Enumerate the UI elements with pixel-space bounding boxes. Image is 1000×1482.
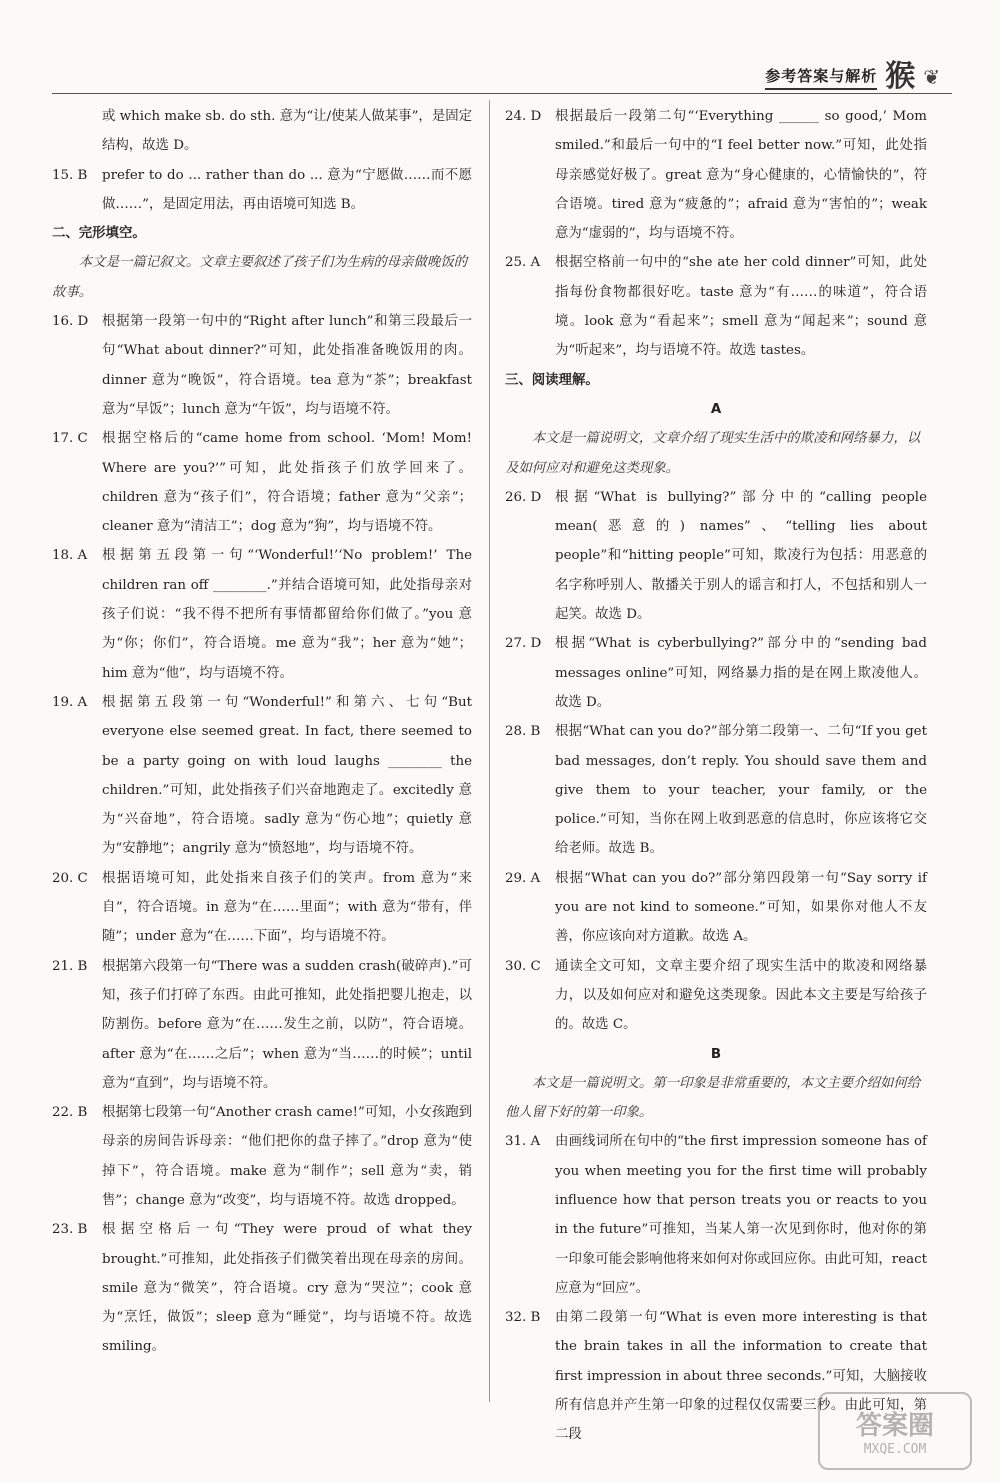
answer-number: 23. B: [52, 1222, 88, 1238]
answer-number: 27. D: [505, 636, 542, 652]
answer-text: 根据“What is bullying?”部分中的“calling people mean(恶意的) names”、“telling lies about people”和“hitting people”可知，欺凌行为包括：用恶意的名字称呼别人、散播关于别人的谣言和打人，不包括和别人一起笑。故选 D。: [555, 489, 927, 623]
answer-text: 根据语境可知，此处指来自孩子们的笑声。from 意为“来自”，符合语境。in 意为“在……里面”；with 意为“带有，伴随”；under 意为“在……下面”，均与语境不符。: [102, 870, 472, 945]
answer-item: [505, 483, 927, 629]
answer-text: 根据第七段第一句“Another crash came!”可知，小女孩跑到母亲的房间告诉母亲：“他们把你的盘子摔了。”drop 意为“使掉下”，符合语境。make 意为“制作”；sell 意为“卖，销售”；change 意为“改变”，均与语境不符。故选 dropped。: [102, 1105, 473, 1208]
answer-text: 根据第五段第一句“Wonderful!”和第六、七句“But everyone else seemed great. In fact, there seemed to be a party going on with loud laughs ________ the children.”可知，此处指孩子们兴奋地跑走了。excitedly 意为“兴奋地”，符合语境。sadly 意为“伤心地”；quietly 意为“安静地”；angrily 意为“愤怒地”，均与语境不符。: [102, 694, 472, 857]
answer-text: 根据最后一段第二句“‘Everything ______ so good,’ Mom smiled.”和最后一句中的“I feel better now.”可知，此处指母亲感觉好极了。great 意为“身心健康的，心情愉快的”，符合语境。tired 意为“疲惫的”；afraid 意为“害怕的”；weak 意为“虚弱的”，均与语境不符。: [555, 109, 927, 242]
answer-number: 15. B: [52, 167, 88, 183]
section-intro: 本文是一篇说明文，文章介绍了现实生活中的欺凌和网络暴力，以及如何应对和避免这类现象。: [505, 431, 921, 476]
answer-text: 根据空格后的“came home from school. ‘Mom! Mom! Where are you?’”可知，此处指孩子们放学回来了。children 意为“孩子们”，符合语境；father 意为“父亲”；cleaner 意为“清洁工”；dog 意为“狗”，均与语境不符。: [102, 431, 472, 535]
answer-text: 根据空格后一句“They were proud of what they brought.”可推知，此处指孩子们微笑着出现在母亲的房间。smile 意为“微笑”，符合语境。cry 意为“哭泣”；cook 意为“烹饪，做饭”；sleep 意为“睡觉”，均与语境不符。故选 smiling。: [102, 1222, 472, 1355]
page-header: [765, 59, 940, 94]
answer-item: [52, 307, 472, 424]
answer-text: 根据第五段第一句“‘Wonderful!’‘No problem!’ The children ran off ________.”并结合语境可知，此处指母亲对孩子们说：“我不得不把所有事情都留给你们做了。”you 意为“你；你们”，符合语境。me 意为“我”；her 意为“她”；him 意为“他”，均与语境不符。: [102, 548, 472, 681]
brand-logo-icon: 猴: [885, 59, 916, 94]
answer-number: 31. A: [505, 1134, 541, 1150]
watermark-title: 答案圈: [855, 1411, 934, 1441]
answer-number: 26. D: [505, 489, 542, 505]
answer-number: 20. C: [52, 870, 88, 886]
answer-item: [505, 952, 927, 1040]
answer-number: 18. A: [52, 548, 88, 564]
answer-item: [52, 1098, 472, 1215]
answer-text: 由第二段第一句“What is even more interesting is that the brain takes in all the information to create that first impression in about three seconds.”可知，大脑接收所有信息并产生第一印象的过程仅仅需要三秒。由此可知，第二段: [555, 1310, 927, 1443]
answer-number: 28. B: [505, 724, 541, 740]
answer-item: [52, 161, 472, 220]
answer-number: 16. D: [52, 314, 89, 330]
watermark-logo: [818, 1392, 972, 1470]
answer-item: [505, 1127, 927, 1303]
answer-number: 30. C: [505, 958, 541, 974]
continuation-text: 或 which make sb. do sth. 意为“让/使某人做某事”，是固定结构，故选 D。: [102, 109, 472, 154]
header-rule: [52, 93, 952, 94]
section-intro: 本文是一篇说明文。第一印象是非常重要的，本文主要介绍如何给他人留下好的第一印象。: [505, 1075, 921, 1121]
answer-item: [52, 424, 472, 541]
answer-item: [52, 864, 472, 952]
answer-text: 由画线词所在句中的“the first impression someone has of you when meeting you for the first time will probably influence how that person treats you or reacts to you in the future”可推知，当某人第一次见到你时，他对你的第一印象可能会影响他将来如何对你或回应你。由此可知，react 应意为“回应”。: [555, 1134, 927, 1296]
answer-number: 32. B: [505, 1310, 541, 1326]
answer-number: 21. B: [52, 958, 88, 974]
answer-text: 根据“What is cyberbullying?”部分中的“sending bad messages online”可知，网络暴力指的是在网上欺凌他人。故选 D。: [555, 636, 927, 710]
section-intro: 本文是一篇记叙文。文章主要叙述了孩子们为生病的母亲做晚饭的故事。: [52, 255, 468, 300]
answer-text: 根据第一段第一句中的“Right after lunch”和第三段最后一句“What about dinner?”可知，此处指准备晚饭用的肉。dinner 意为“晚饭”，符合语境。tea 意为“茶”；breakfast 意为“早饭”；lunch 意为“午饭”，均与语境不符。: [102, 314, 472, 417]
column-divider: [489, 100, 490, 1402]
answer-item: [52, 541, 472, 687]
section-heading: 二、完形填空。: [52, 226, 146, 242]
watermark-url: MXQE.COM: [863, 1442, 927, 1457]
left-column: [52, 102, 472, 1422]
answer-text: 根据第六段第一句“There was a sudden crash(破碎声).”可知，孩子们打碎了东西。由此可推知，此处指把婴儿抱走，以防割伤。before 意为“在……发生之前，以防”，符合语境。after 意为“在……之后”；when 意为“当……的时候”；until 意为“直到”，均与语境不符。: [102, 958, 472, 1091]
answer-item: [505, 717, 927, 863]
answer-number: 19. A: [52, 694, 88, 710]
answer-number: 24. D: [505, 109, 542, 124]
answer-item: [505, 102, 927, 248]
answer-item: [505, 629, 927, 717]
answer-number: 25. A: [505, 255, 541, 271]
answer-text: 根据“What can you do?”部分第二段第一、二句“If you get bad messages, don’t reply. You should save them and give them to your teacher, your family, or the police.”可知，当你在网上收到恶意的信息时，你应该将它交给老师。故选 B。: [555, 724, 927, 857]
answer-text: prefer to do ... rather than do ... 意为“宁愿做……而不愿做……”，是固定用法，再由语境可知选 B。: [102, 167, 472, 212]
answer-item: [52, 1215, 472, 1361]
answer-item: [505, 864, 927, 952]
section-heading: 三、阅读理解。: [505, 372, 599, 388]
passage-label-b: B: [710, 1046, 722, 1062]
answer-number: 17. C: [52, 431, 88, 447]
answer-number: 22. B: [52, 1105, 88, 1121]
answer-item: [52, 952, 472, 1098]
answer-text: 通读全文可知，文章主要介绍了现实生活中的欺凌和网络暴力，以及如何应对和避免这类现象。因此本文主要是写给孩子的。故选 C。: [555, 958, 927, 1033]
answer-text: 根据“What can you do?”部分第四段第一句“Say sorry if you are not kind to someone.”可知，如果你对他人不友善，你应该向对方道歉。故选 A。: [555, 870, 927, 945]
passage-label-a: A: [710, 401, 722, 417]
answer-text: 根据空格前一句中的“she ate her cold dinner”可知，此处指每份食物都很好吃。taste 意为“有……的味道”，符合语境。look 意为“看起来”；smell 意为“闻起来”；sound 意为“听起来”，均与语境不符。故选 tastes。: [555, 255, 927, 359]
leaf-icon: ❦: [923, 65, 940, 89]
header-title: 参考答案与解析: [765, 65, 877, 90]
answer-item: [505, 248, 927, 365]
answer-item: [52, 688, 472, 864]
answer-number: 29. A: [505, 870, 541, 886]
